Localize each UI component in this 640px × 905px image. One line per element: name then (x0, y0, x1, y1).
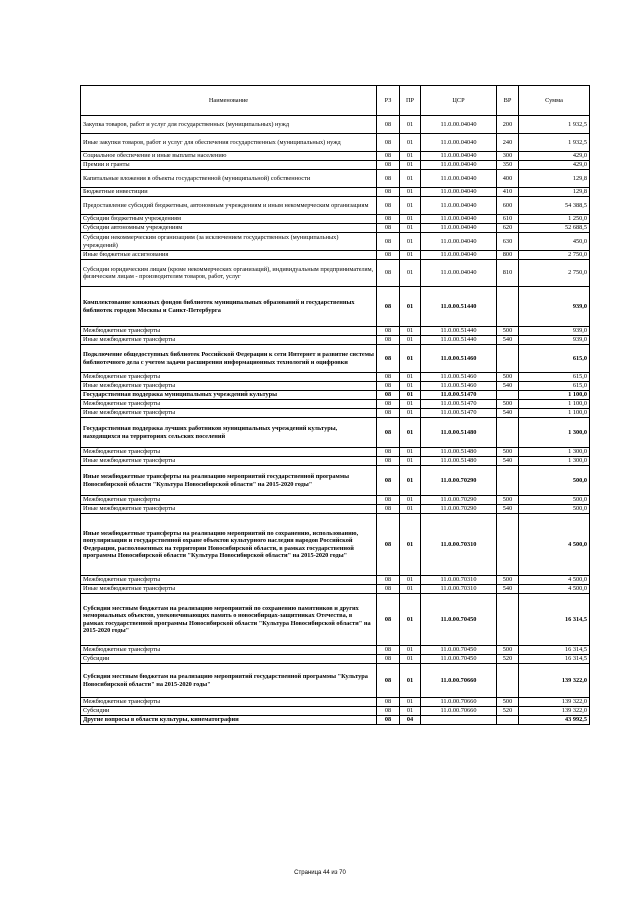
header-sum: Сумма (519, 86, 590, 116)
cell-rz: 08 (377, 188, 400, 197)
cell-csr: 11.0.00.51480 (421, 418, 497, 448)
cell-name: Межбюджетные трансферты (81, 448, 377, 457)
cell-csr: 11.0.00.04040 (421, 260, 497, 287)
cell-name: Бюджетные инвестиции (81, 188, 377, 197)
cell-name: Иные закупки товаров, работ и услуг для обеспечения государственных (муниципальных) нужд (81, 134, 377, 152)
cell-rz: 08 (377, 707, 400, 716)
cell-csr: 11.0.00.51440 (421, 287, 497, 327)
table-row (81, 698, 590, 707)
cell-vr: 520 (497, 707, 519, 716)
cell-sum: 500,0 (519, 496, 590, 505)
table-row (81, 409, 590, 418)
cell-vr: 200 (497, 116, 519, 134)
cell-name: Подключение общедоступных библиотек Российской Федерации к сети Интернет и развитие системы библиотечного дела с учетом задачи расширения информационных технологий и оцифровки (81, 345, 377, 373)
cell-sum: 1 100,0 (519, 400, 590, 409)
cell-rz: 08 (377, 655, 400, 664)
cell-name: Межбюджетные трансферты (81, 646, 377, 655)
cell-pr: 04 (400, 716, 421, 725)
header-csr: ЦСР (421, 86, 497, 116)
table-row (81, 287, 590, 327)
cell-sum: 129,8 (519, 188, 590, 197)
cell-rz: 08 (377, 152, 400, 161)
cell-name: Другие вопросы в области культуры, кинематографии (81, 716, 377, 725)
table-body (81, 116, 590, 725)
cell-sum: 500,0 (519, 505, 590, 514)
cell-pr: 01 (400, 466, 421, 496)
cell-rz: 08 (377, 251, 400, 260)
cell-rz: 08 (377, 197, 400, 215)
table-row (81, 505, 590, 514)
table-row (81, 466, 590, 496)
cell-vr: 500 (497, 646, 519, 655)
cell-sum: 2 750,0 (519, 251, 590, 260)
cell-rz: 08 (377, 233, 400, 251)
cell-name: Капитальные вложения в объекты государственной (муниципальной) собственности (81, 170, 377, 188)
cell-sum: 939,0 (519, 327, 590, 336)
cell-sum: 139 322,0 (519, 664, 590, 698)
cell-vr: 500 (497, 576, 519, 585)
cell-csr: 11.0.00.51460 (421, 345, 497, 373)
table-row (81, 707, 590, 716)
table-row (81, 514, 590, 576)
cell-rz: 08 (377, 336, 400, 345)
cell-csr: 11.0.00.70660 (421, 664, 497, 698)
cell-pr: 01 (400, 224, 421, 233)
table-header-row (81, 86, 590, 116)
table-row (81, 418, 590, 448)
cell-pr: 01 (400, 505, 421, 514)
cell-name: Комплектование книжных фондов библиотек муниципальных образований и государственных библиотек городов Москвы и Санкт-Петербурга (81, 287, 377, 327)
cell-vr: 540 (497, 585, 519, 594)
cell-csr: 11.0.00.04040 (421, 224, 497, 233)
cell-name: Премии и гранты (81, 161, 377, 170)
cell-pr: 01 (400, 233, 421, 251)
cell-csr: 11.0.00.70310 (421, 576, 497, 585)
cell-name: Межбюджетные трансферты (81, 576, 377, 585)
cell-rz: 08 (377, 345, 400, 373)
cell-sum: 500,0 (519, 466, 590, 496)
cell-pr: 01 (400, 161, 421, 170)
table-row (81, 457, 590, 466)
cell-sum: 52 688,5 (519, 224, 590, 233)
cell-vr (497, 594, 519, 646)
table-row (81, 448, 590, 457)
cell-pr: 01 (400, 152, 421, 161)
cell-csr: 11.0.00.70290 (421, 466, 497, 496)
cell-vr: 300 (497, 152, 519, 161)
cell-name: Субсидии бюджетным учреждениям (81, 215, 377, 224)
table-row (81, 327, 590, 336)
cell-rz: 08 (377, 585, 400, 594)
table-row (81, 646, 590, 655)
cell-csr: 11.0.00.04040 (421, 233, 497, 251)
cell-name: Иные межбюджетные трансферты на реализацию мероприятий по сохранению, использованию, популяризации и государственной охране объектов культурного наследия народов Российской Федерации, расположенных на территории Новосибирской области, в рамках государственной программы Новосибирской области "Культура Новосибирской области" на 2015-2020 годы" (81, 514, 377, 576)
cell-sum: 16 314,5 (519, 646, 590, 655)
cell-pr: 01 (400, 409, 421, 418)
cell-csr: 11.0.00.51480 (421, 448, 497, 457)
cell-sum: 1 300,0 (519, 457, 590, 466)
cell-pr: 01 (400, 400, 421, 409)
cell-sum: 139 322,0 (519, 707, 590, 716)
cell-vr: 520 (497, 655, 519, 664)
cell-name: Межбюджетные трансферты (81, 327, 377, 336)
cell-vr: 500 (497, 448, 519, 457)
cell-rz: 08 (377, 576, 400, 585)
cell-vr (497, 664, 519, 698)
cell-csr: 11.0.00.70450 (421, 655, 497, 664)
table-row (81, 197, 590, 215)
cell-name: Государственная поддержка лучших работников муниципальных учреждений культуры, находящихся на территориях сельских поселений (81, 418, 377, 448)
table-row (81, 655, 590, 664)
cell-csr: 11.0.00.70660 (421, 707, 497, 716)
cell-pr: 01 (400, 664, 421, 698)
cell-csr: 11.0.00.04040 (421, 215, 497, 224)
cell-rz: 08 (377, 134, 400, 152)
cell-rz: 08 (377, 505, 400, 514)
cell-sum: 939,0 (519, 287, 590, 327)
cell-csr: 11.0.00.70660 (421, 698, 497, 707)
cell-vr: 540 (497, 457, 519, 466)
cell-name: Субсидии (81, 707, 377, 716)
cell-name: Иные бюджетные ассигнования (81, 251, 377, 260)
cell-sum: 1 100,0 (519, 391, 590, 400)
cell-pr: 01 (400, 382, 421, 391)
table-row (81, 188, 590, 197)
cell-name: Иные межбюджетные трансферты (81, 505, 377, 514)
cell-sum: 43 992,5 (519, 716, 590, 725)
cell-csr: 11.0.00.04040 (421, 188, 497, 197)
cell-pr: 01 (400, 585, 421, 594)
cell-vr: 810 (497, 260, 519, 287)
table-row (81, 585, 590, 594)
cell-vr: 630 (497, 233, 519, 251)
cell-pr: 01 (400, 418, 421, 448)
cell-name: Межбюджетные трансферты (81, 698, 377, 707)
cell-pr: 01 (400, 116, 421, 134)
cell-vr: 540 (497, 505, 519, 514)
cell-pr: 01 (400, 251, 421, 260)
cell-pr: 01 (400, 197, 421, 215)
table-row (81, 400, 590, 409)
cell-pr: 01 (400, 327, 421, 336)
cell-pr: 01 (400, 373, 421, 382)
cell-sum: 450,0 (519, 233, 590, 251)
cell-rz: 08 (377, 496, 400, 505)
cell-pr: 01 (400, 134, 421, 152)
cell-sum: 1 250,0 (519, 215, 590, 224)
cell-csr: 11.0.00.70450 (421, 646, 497, 655)
cell-vr: 500 (497, 327, 519, 336)
cell-name: Иные межбюджетные трансферты (81, 382, 377, 391)
cell-rz: 08 (377, 373, 400, 382)
header-pr: ПР (400, 86, 421, 116)
cell-csr: 11.0.00.51470 (421, 400, 497, 409)
cell-sum: 1 100,0 (519, 409, 590, 418)
cell-name: Субсидии (81, 655, 377, 664)
cell-sum: 4 500,0 (519, 514, 590, 576)
cell-rz: 08 (377, 716, 400, 725)
cell-sum: 1 300,0 (519, 418, 590, 448)
cell-name: Субсидии местным бюджетам на реализацию мероприятий по сохранению памятников и других мемориальных объектов, увековечивающих память о новосибирцах-защитниках Отечества, в рамках государственной программы Новосибирской области "Культура Новосибирской области" на 2015-2020 годы" (81, 594, 377, 646)
cell-vr (497, 345, 519, 373)
cell-csr: 11.0.00.04040 (421, 251, 497, 260)
cell-name: Иные межбюджетные трансферты на реализацию мероприятий государственной программы Новосибирской области "Культура Новосибирской области" на 2015-2020 годы" (81, 466, 377, 496)
cell-rz: 08 (377, 418, 400, 448)
cell-sum: 1 932,5 (519, 134, 590, 152)
cell-pr: 01 (400, 287, 421, 327)
table-row (81, 345, 590, 373)
cell-sum: 429,0 (519, 152, 590, 161)
cell-vr (497, 287, 519, 327)
cell-csr: 11.0.00.51460 (421, 373, 497, 382)
cell-vr: 620 (497, 224, 519, 233)
cell-csr: 11.0.00.70290 (421, 505, 497, 514)
budget-table (80, 85, 590, 725)
cell-name: Субсидии автономным учреждениям (81, 224, 377, 233)
cell-rz: 08 (377, 224, 400, 233)
cell-pr: 01 (400, 345, 421, 373)
cell-sum: 1 932,5 (519, 116, 590, 134)
cell-vr (497, 391, 519, 400)
cell-csr: 11.0.00.04040 (421, 170, 497, 188)
cell-pr: 01 (400, 457, 421, 466)
table-row (81, 382, 590, 391)
cell-sum: 1 300,0 (519, 448, 590, 457)
cell-pr: 01 (400, 698, 421, 707)
cell-sum: 939,0 (519, 336, 590, 345)
cell-name: Предоставление субсидий бюджетным, автономным учреждениям и иным некоммерческим организациям (81, 197, 377, 215)
cell-sum: 429,0 (519, 161, 590, 170)
cell-sum: 4 500,0 (519, 585, 590, 594)
header-name: Наименование (81, 86, 377, 116)
cell-vr: 350 (497, 161, 519, 170)
cell-name: Межбюджетные трансферты (81, 496, 377, 505)
cell-csr (421, 716, 497, 725)
cell-sum: 54 388,5 (519, 197, 590, 215)
cell-vr: 500 (497, 698, 519, 707)
cell-sum: 2 750,0 (519, 260, 590, 287)
cell-vr: 600 (497, 197, 519, 215)
cell-vr: 540 (497, 409, 519, 418)
cell-vr: 410 (497, 188, 519, 197)
cell-rz: 08 (377, 466, 400, 496)
cell-csr: 11.0.00.04040 (421, 161, 497, 170)
cell-csr: 11.0.00.51460 (421, 382, 497, 391)
cell-name: Субсидии некоммерческим организациям (за исключением государственных (муниципальных) учреждений) (81, 233, 377, 251)
cell-csr: 11.0.00.51470 (421, 409, 497, 418)
table-row (81, 260, 590, 287)
cell-pr: 01 (400, 514, 421, 576)
cell-vr: 540 (497, 336, 519, 345)
cell-name: Иные межбюджетные трансферты (81, 336, 377, 345)
cell-pr: 01 (400, 336, 421, 345)
page-number: Страница 44 из 70 (294, 870, 346, 876)
cell-pr: 01 (400, 655, 421, 664)
table-row (81, 233, 590, 251)
cell-name: Субсидии местным бюджетам на реализацию мероприятий государственной программы "Культура Новосибирской области" на 2015-2020 годы" (81, 664, 377, 698)
cell-pr: 01 (400, 594, 421, 646)
table-row (81, 373, 590, 382)
cell-sum: 139 322,0 (519, 698, 590, 707)
cell-rz: 08 (377, 327, 400, 336)
table-row (81, 391, 590, 400)
cell-pr: 01 (400, 260, 421, 287)
cell-name: Социальное обеспечение и иные выплаты населению (81, 152, 377, 161)
cell-rz: 08 (377, 646, 400, 655)
cell-pr: 01 (400, 646, 421, 655)
cell-name: Иные межбюджетные трансферты (81, 457, 377, 466)
cell-pr: 01 (400, 707, 421, 716)
table-row (81, 116, 590, 134)
cell-rz: 08 (377, 116, 400, 134)
cell-rz: 08 (377, 400, 400, 409)
cell-csr: 11.0.00.04040 (421, 116, 497, 134)
cell-rz: 08 (377, 698, 400, 707)
cell-vr (497, 514, 519, 576)
table-row (81, 336, 590, 345)
table-row (81, 134, 590, 152)
cell-rz: 08 (377, 260, 400, 287)
cell-name: Иные межбюджетные трансферты (81, 585, 377, 594)
table-row (81, 251, 590, 260)
cell-vr: 500 (497, 373, 519, 382)
table-row (81, 152, 590, 161)
cell-pr: 01 (400, 496, 421, 505)
cell-rz: 08 (377, 514, 400, 576)
table-row (81, 576, 590, 585)
cell-name: Государственная поддержка муниципальных учреждений культуры (81, 391, 377, 400)
cell-csr: 11.0.00.70450 (421, 594, 497, 646)
cell-rz: 08 (377, 170, 400, 188)
cell-sum: 615,0 (519, 382, 590, 391)
cell-name: Иные межбюджетные трансферты (81, 409, 377, 418)
cell-csr: 11.0.00.04040 (421, 152, 497, 161)
cell-sum: 615,0 (519, 345, 590, 373)
cell-sum: 615,0 (519, 373, 590, 382)
cell-rz: 08 (377, 664, 400, 698)
cell-vr: 500 (497, 400, 519, 409)
cell-csr: 11.0.00.70290 (421, 496, 497, 505)
cell-csr: 11.0.00.70310 (421, 585, 497, 594)
table-row (81, 170, 590, 188)
cell-pr: 01 (400, 391, 421, 400)
cell-rz: 08 (377, 287, 400, 327)
table-row (81, 496, 590, 505)
cell-rz: 08 (377, 215, 400, 224)
cell-vr: 500 (497, 496, 519, 505)
cell-pr: 01 (400, 576, 421, 585)
table-row (81, 224, 590, 233)
cell-name: Закупка товаров, работ и услуг для государственных (муниципальных) нужд (81, 116, 377, 134)
cell-sum: 4 500,0 (519, 576, 590, 585)
table-row (81, 716, 590, 725)
cell-sum: 16 314,5 (519, 594, 590, 646)
cell-rz: 08 (377, 391, 400, 400)
cell-vr: 400 (497, 170, 519, 188)
table-row (81, 664, 590, 698)
cell-csr: 11.0.00.51470 (421, 391, 497, 400)
cell-sum: 16 314,5 (519, 655, 590, 664)
cell-csr: 11.0.00.51440 (421, 327, 497, 336)
table-row (81, 161, 590, 170)
cell-vr (497, 466, 519, 496)
cell-name: Межбюджетные трансферты (81, 373, 377, 382)
cell-csr: 11.0.00.70310 (421, 514, 497, 576)
cell-pr: 01 (400, 188, 421, 197)
cell-vr: 800 (497, 251, 519, 260)
cell-vr: 240 (497, 134, 519, 152)
cell-rz: 08 (377, 594, 400, 646)
cell-rz: 08 (377, 161, 400, 170)
cell-vr: 540 (497, 382, 519, 391)
cell-pr: 01 (400, 215, 421, 224)
cell-sum: 129,8 (519, 170, 590, 188)
cell-rz: 08 (377, 382, 400, 391)
header-rz: РЗ (377, 86, 400, 116)
cell-csr: 11.0.00.51480 (421, 457, 497, 466)
cell-vr (497, 716, 519, 725)
cell-vr (497, 418, 519, 448)
table-row (81, 215, 590, 224)
cell-rz: 08 (377, 457, 400, 466)
cell-vr: 610 (497, 215, 519, 224)
cell-csr: 11.0.00.04040 (421, 197, 497, 215)
cell-name: Субсидии юридическим лицам (кроме некоммерческих организаций), индивидуальным предпринимателям, физическим лицам - производителям товаров, работ, услуг (81, 260, 377, 287)
cell-rz: 08 (377, 409, 400, 418)
table-row (81, 594, 590, 646)
header-vr: ВР (497, 86, 519, 116)
cell-name: Межбюджетные трансферты (81, 400, 377, 409)
cell-rz: 08 (377, 448, 400, 457)
cell-csr: 11.0.00.04040 (421, 134, 497, 152)
cell-csr: 11.0.00.51440 (421, 336, 497, 345)
cell-pr: 01 (400, 448, 421, 457)
cell-pr: 01 (400, 170, 421, 188)
